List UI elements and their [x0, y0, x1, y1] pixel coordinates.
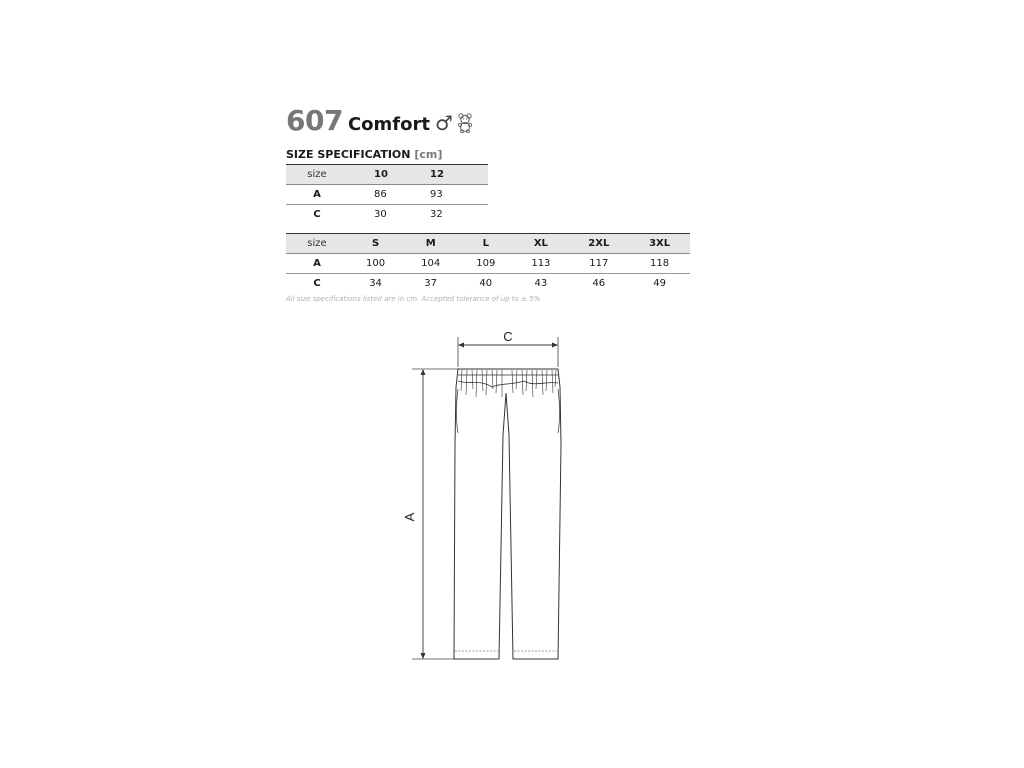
length-dimension-label: A	[402, 512, 417, 522]
length-dimension	[402, 369, 458, 659]
size-cell: 3XL	[629, 234, 690, 254]
size-cell: S	[348, 234, 403, 254]
model-name: Comfort	[347, 114, 430, 135]
pants-outline	[454, 369, 561, 659]
value-cell: 93	[418, 185, 488, 205]
size-cell: M	[403, 234, 458, 254]
value-cell: 117	[568, 254, 629, 274]
male-symbol-icon: ♂	[434, 111, 453, 135]
value-cell: 49	[653, 278, 666, 289]
table-row	[286, 205, 488, 225]
size-cell: 2XL	[568, 234, 629, 254]
measure-label: C	[313, 209, 321, 220]
size-spec-title: SIZE SPECIFICATION	[286, 148, 411, 161]
value-cell: 34	[369, 278, 382, 289]
value-cell: 40	[479, 278, 493, 289]
value-cell: 32	[430, 209, 443, 220]
size-cell: L	[458, 234, 513, 254]
tolerance-note: All size specifications listed are in cm. Accepted tolerance of up to ± 5%	[286, 295, 541, 303]
value-cell: 86	[348, 185, 418, 205]
header-label: size	[286, 165, 348, 185]
width-dimension	[458, 329, 558, 367]
measure-label: C	[313, 278, 321, 289]
adult-size-header-row	[286, 234, 690, 254]
teddy-bear-icon	[457, 113, 473, 138]
header-label: size	[286, 234, 348, 254]
size-spec-heading	[286, 148, 442, 161]
table-row	[286, 274, 690, 294]
size-spec-unit: [cm]	[414, 148, 443, 161]
value-cell: 104	[403, 254, 458, 274]
model-number: 607	[286, 104, 343, 137]
value-cell: 109	[458, 254, 513, 274]
size-cell: 10	[348, 165, 418, 185]
value-cell: 46	[592, 278, 606, 289]
table-row	[286, 254, 690, 274]
value-cell: 37	[424, 278, 438, 289]
pants-technical-drawing	[400, 325, 580, 665]
table-row	[286, 185, 488, 205]
value-cell: 30	[374, 209, 387, 220]
kids-size-header-row	[286, 165, 488, 185]
value-cell: 118	[629, 254, 690, 274]
measure-label: A	[286, 254, 348, 274]
kids-size-table	[286, 164, 488, 224]
size-cell: XL	[513, 234, 568, 254]
adult-size-table	[286, 233, 690, 293]
measure-label: A	[286, 185, 348, 205]
value-cell: 100	[348, 254, 403, 274]
product-title	[286, 104, 473, 138]
value-cell: 113	[513, 254, 568, 274]
width-dimension-label: C	[503, 329, 513, 344]
value-cell: 43	[534, 278, 548, 289]
size-cell: 12	[418, 165, 488, 185]
